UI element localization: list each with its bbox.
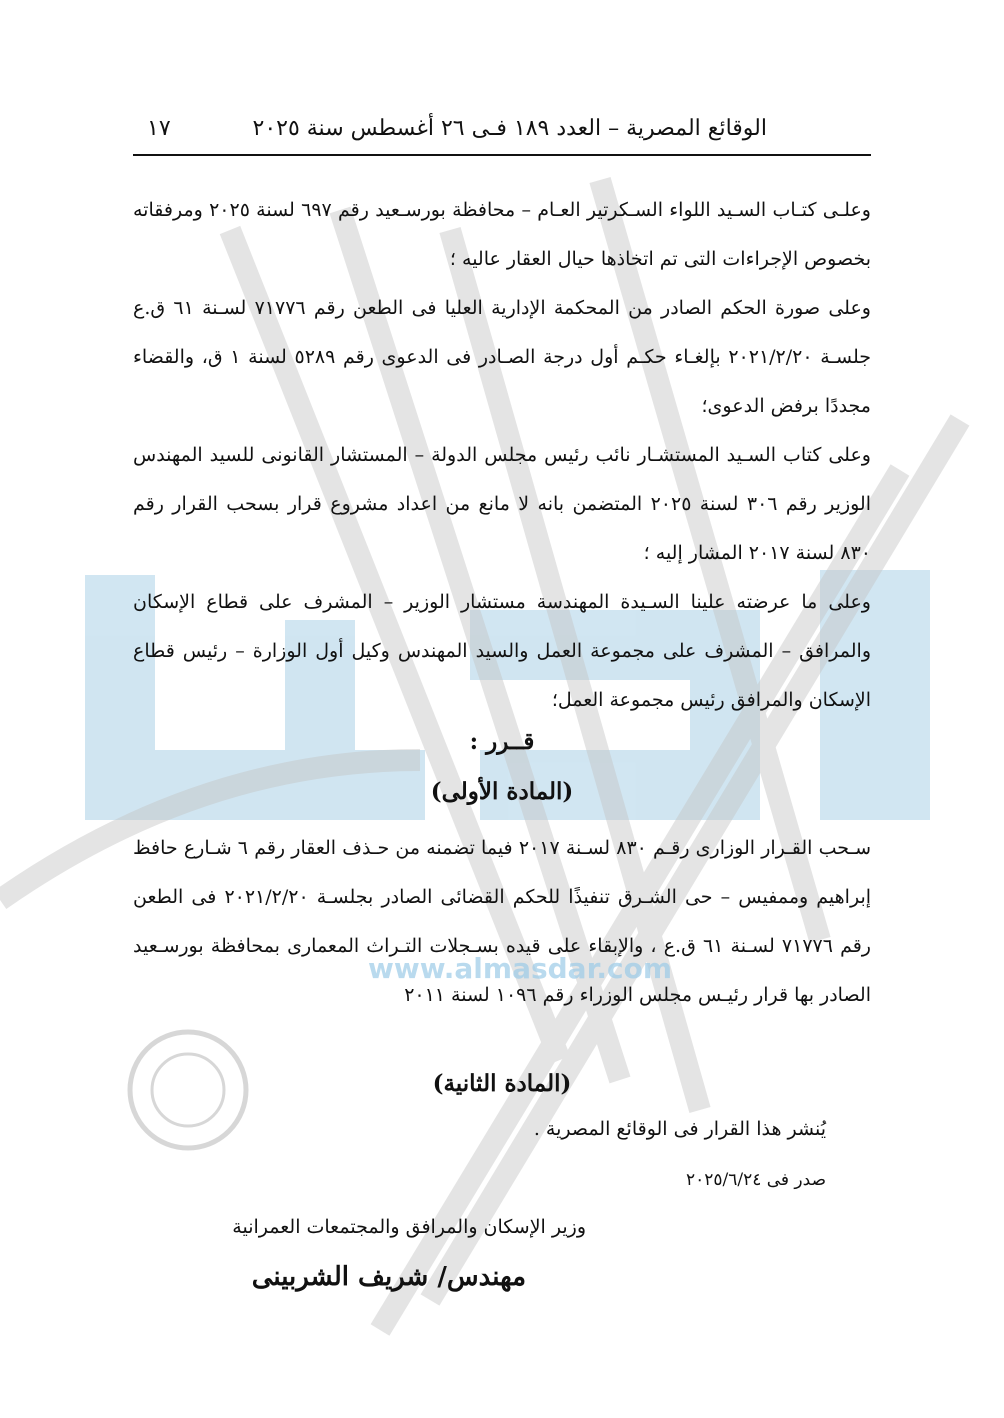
watermark-url: www.almasdar.com <box>367 952 673 985</box>
page-number: ١٧ <box>147 116 171 141</box>
article-title-first: (المادة الأولى) <box>430 778 574 805</box>
header-title: الوقائع المصرية – العدد ١٨٩ فـى ٢٦ أغسطس سنة ٢٠٢٥ <box>252 116 767 141</box>
decree-heading: قــرر : <box>469 728 535 755</box>
article-text-first: سـحب القـرار الوزارى رقـم ٨٣٠ لسـنة ٢٠١٧ فيما تضمنه من حـذف العقار رقم ٦ شـارع حافظ إبراهيم وممفيس – حى الشـرق تنفيذًا للحكم القضائى الصادر بجلسـة ٢٠٢١/٢/٢٠ فى الطعن رقم ٧١٧٧٦ لسـنة ٦١ ق.ع ، والإبقاء على قيده بسـجلات التـراث المعمارى بمحافظة بورسـعيد الصادر بها قرار رئيـس مجلس الوزراء رقم ١٠٩٦ لسنة ٢٠١١ <box>133 837 872 1006</box>
page-header <box>133 112 871 156</box>
article-title-second: (المادة الثانية) <box>432 1070 572 1097</box>
paragraph: وعلـى كتـاب السـيد اللواء السـكرتير العـام – محافظة بورسـعيد رقم ٦٩٧ لسنة ٢٠٢٥ ومرفقاته بخصوص الإجراءات التى تم اتخاذها حيال العقار عاليه ؛ <box>133 199 871 270</box>
issue-date: صدر فى ٢٠٢٥/٦/٢٤ <box>685 1170 826 1190</box>
signatory-name: مهندس/ شريف الشربينى <box>251 1262 526 1292</box>
paragraph: وعلى ما عرضته علينا السـيدة المهندسة مستشار الوزير – المشرف على قطاع الإسكان والمرافق – المشرف على مجموعة العمل والسيد المهندس وكيل أول الوزارة – رئيس قطاع الإسكان والمرافق رئيس مجموعة العمل؛ <box>133 591 871 711</box>
paragraph: وعلى كتاب السـيد المستشـار نائب رئيس مجلس الدولة – المستشار القانونى للسيد المهندس الوزير رقم ٣٠٦ لسنة ٢٠٢٥ المتضمن بانه لا مانع من اعداد مشروع قرار بسحب القرار رقم ٨٣٠ لسنة ٢٠١٧ المشار إليه ؛ <box>133 444 872 564</box>
signatory-title: وزير الإسكان والمرافق والمجتمعات العمرانية <box>232 1216 586 1238</box>
article-text-second: يُنشر هذا القرار فى الوقائع المصرية . <box>533 1118 826 1140</box>
paragraph: وعلى صورة الحكم الصادر من المحكمة الإدارية العليا فى الطعن رقم ٧١٧٧٦ لسـنة ٦١ ق.ع جلسـة ٢٠٢١/٢/٢٠ بإلغـاء حكـم أول درجة الصـادر فى الدعوى رقم ٥٢٨٩ لسنة ١ ق، والقضاء مجددًا برفض الدعوى؛ <box>133 297 871 417</box>
